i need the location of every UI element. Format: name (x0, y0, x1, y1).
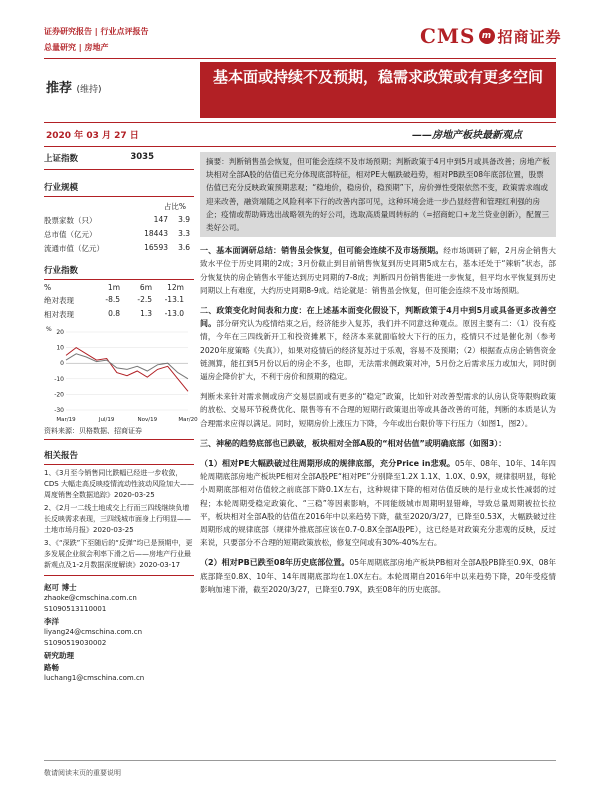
perf-label: 行业指数 (44, 266, 79, 276)
report-type: 证券研究报告 | 行业点评报告 (44, 27, 149, 36)
analyst-email[interactable]: liyang24@cmschina.com.cn (44, 628, 143, 636)
summary-text: 摘要：判断销售虽会恢复，但可能会连续不及市场预期；判断政策于4月中到5月或具备改善；房地产板块相对全部A股的估值已充分体现底部特征，相对PE大幅跌破趋势，相对PB跌至08年底部位置，股票估值已充分反映政策预期悲观；“稳地价，稳房价，稳预期”下，房价弹性受限依然不变，政策需求端或迎来改善，融资端随之风险利率下行的改善内部可见，这种环境会进一步凸显经营和管理红利强的房企；疫情或帮助筛选出战略领先的好公司，选取高质量周转标的（=招商蛇口+龙兰贷业创新），配置三类好公司。 (206, 157, 550, 233)
perf-row-value: 1.3 (140, 309, 152, 318)
perf-row (44, 295, 194, 306)
sidebar-rule (44, 279, 194, 280)
sidebar-rule (44, 464, 194, 465)
analyst-name: 路畅 (44, 663, 59, 672)
related-report-item[interactable]: 1、《3月至今销售同比跌幅已经进一步收敛，CDS 大幅走高反映疫情流动性波动风险加大——周度销售全数据追踪》2020-03-25 (44, 469, 194, 499)
analyst (44, 650, 194, 661)
analyst-name: 赵可 博士 (44, 583, 77, 592)
subtitle-divider (44, 146, 556, 147)
analyst-email[interactable]: luchang1@cmschina.com.cn (44, 674, 145, 682)
industry-row-pct: 3.6 (178, 243, 190, 252)
section-text: 判断未来针对需求侧或房产交易层面或有更多的“稳定”政策，比如针对改善型需求的认房认贷等限购政策的放松、交易环节税费优化、限售等有不合理的短期行政策退出等或具备改善的可能，判断的本质是认为合理需求应得以满足。同时，短期房价上涨压力下降，今年或出台限价等下行压力（如图1，图2）。 (200, 392, 556, 428)
perf-header-row (44, 283, 194, 292)
index-label: 上证指数 (44, 154, 79, 164)
section-text: 部分研究认为疫情结束之后，经济能步入复苏，我们并不同意这种观点。原因主要有二：（1）没有疫情，今年在三四线新开工和投资摊累下，经济本来就面临较大下行的压力，疫情只不过是催化剂（参考2020年度策略《失真》），如果对疫情后的经济复苏过于乐观，容易不及预期；（2）根据查点房企销售资金链测算，能扛到5月份以后的房企不多，也即，无法需求侧政策对冲，5月份之后需求压力或加大，同时倒逼房企降价扩大，不利于房价和预期的稳定。 (200, 319, 557, 382)
title-divider (44, 122, 556, 123)
rating-note: (维持) (76, 85, 102, 95)
body-sections (200, 244, 556, 596)
y-unit-label: % (46, 326, 52, 333)
x-tick-label: Nov/19 (137, 417, 158, 423)
section-title: 二、政策变化时间表和力度：在上述基本面变化假设下，判断政策于4月中到5月或具备更多改善空间。 (200, 306, 556, 329)
y-tick-label: 0 (60, 360, 64, 368)
industry-row-value: 147 (153, 215, 168, 224)
footer-divider (44, 760, 556, 761)
body-section (200, 304, 556, 383)
section-text: 05年周期底部房地产板块PB相对全部A股PB降至0.9X、08年底部降至0.8X、10年、14年周期底部均在1.0X左右。本轮周期自2016年中以来趋势下降，20年受疫情影响加速下滑，截至2020/3/27，已降至0.79X，跌至08年的历史底部。 (200, 558, 556, 594)
related-report-item[interactable]: 2、《2月一二线土地成交上行而三四线继续负增长反映需求表现，三四线城市面身上行明显——土地市场月报》2020-03-25 (44, 504, 191, 534)
sidebar (44, 152, 198, 685)
analyst-list (44, 582, 194, 684)
index-value: 3035 (130, 152, 154, 162)
industry-table (44, 215, 194, 254)
sidebar-rule (44, 575, 194, 576)
share-header: 占比% (163, 202, 186, 211)
y-tick-label: 20 (56, 329, 64, 336)
section-title: （1）相对PE大幅跌破过往周期形成的规律底部，充分Price in悲观。 (200, 459, 456, 469)
x-tick-label: Mar/20 (178, 417, 198, 423)
section-title: 三、神秘的趋势底部也已跌破，板块相对全部A股的“相对估值”或明确底部（如图3）： (200, 438, 507, 448)
y-tick-label: -30 (54, 407, 64, 414)
perf-row-name: 相对表现 (44, 310, 74, 319)
analyst-license-id: S1090519030002 (44, 639, 107, 647)
analyst-license-id: S1090513110001 (44, 605, 107, 613)
logo-cms-text: CMS (420, 24, 476, 48)
y-tick-label: -10 (54, 375, 64, 383)
perf-row-value: -8.5 (105, 295, 120, 304)
industry-row (44, 215, 194, 226)
section-text: 05年、08年、10年、14年四轮周期底部房地产板块PE相对全部A股PE“相对PE”分别降至1.2X 1.1X、1.0X、0.9X，规律很明显，每轮小周期底部相对估值较之前底部下降0.1X左右，这种规律下降的相对估值反映的是行业成长性减弱的过程；本轮周期受稳定政策化、“三稳”等因素影响，不同能级城市周期明显错峰，导致总量周期被拉长拉平，板块相对全部A股的估值在2016年中以来趋势下降，截至2020/3/27，已降至0.53X，大幅跌破过往周期形成的规律底部（规律外推底部应该在0.7-0.8X全部A股PE），这已经是对政策充分悲观的反映，反过来说，只要部分不合理的短期政策放松，修复空间或有30%-40%左右。 (200, 459, 556, 548)
industry-row (44, 243, 194, 254)
sidebar-rule (44, 439, 194, 440)
perf-row (44, 309, 194, 320)
sidebar-rule (44, 196, 194, 197)
perf-header-cell: 1m (107, 283, 120, 292)
perf-header-cell: 12m (167, 283, 184, 292)
analyst-name: 研究助理 (44, 651, 74, 660)
footer-note: 敬请阅读末页的重要说明 (44, 769, 121, 777)
industry-row-name: 总市值（亿元） (44, 230, 97, 239)
related-label: 相关报告 (44, 451, 79, 461)
perf-row-value: -13.1 (164, 295, 184, 304)
y-tick-label: 10 (56, 344, 64, 352)
related-report-item[interactable]: 3、《“深跌”下至随后的“反弹”均已是预期中，更多发展企业叙会利率下滑之后——房地产行业最新观点及1-2月数据深度解读》2020-03-17 (44, 539, 193, 569)
analyst-email[interactable]: zhaoke@cmschina.com.cn (44, 594, 137, 602)
industry-row-value: 18443 (144, 229, 168, 238)
body-section (200, 457, 556, 549)
x-tick-label: Mar/19 (56, 417, 76, 423)
company-logo (420, 24, 562, 48)
analyst-name: 李洋 (44, 617, 59, 626)
logo-cn-text: 招商证券 (497, 27, 562, 46)
industry-label: 行业规模 (44, 183, 79, 193)
analyst (44, 582, 194, 615)
main-column (200, 152, 556, 596)
industry-row-pct: 3.9 (178, 215, 190, 224)
industry-row-pct: 3.3 (178, 229, 190, 238)
sidebar-rule (44, 169, 194, 170)
report-subtitle: ——房地产板块最新观点 (412, 130, 522, 141)
body-section (200, 244, 556, 297)
body-section (200, 437, 556, 450)
perf-row-name: 绝对表现 (44, 296, 74, 305)
chart-source: 资料来源：贝格数据、招商证券 (44, 427, 142, 435)
summary-box (200, 152, 556, 237)
report-title: 基本面或持续不及预期，稳需求政策或有更多空间 (200, 62, 556, 118)
report-category: 总量研究 | 房地产 (44, 43, 109, 52)
report-date: 2020 年 03 月 27 日 (46, 131, 139, 141)
analyst (44, 616, 194, 649)
section-title: （2）相对PB已跌至08年历史底部位置。 (200, 558, 350, 568)
industry-row (44, 229, 194, 240)
perf-row-value: -2.5 (137, 295, 152, 304)
y-tick-label: -20 (54, 391, 64, 399)
related-reports (44, 468, 194, 571)
rating-label: 推荐 (46, 81, 73, 96)
analyst (44, 662, 194, 684)
series-line-2 (66, 354, 188, 379)
industry-row-value: 16593 (144, 243, 168, 252)
logo-mark-icon: m (479, 28, 495, 44)
industry-row-name: 股票家数（只） (44, 216, 97, 225)
perf-row-value: -13.0 (164, 309, 184, 318)
perf-header-cell: 6m (139, 283, 152, 292)
section-text: 经市场调研了解，2月房企销售大致水平位于历史同期的2成；3月份截止到目前销售恢复到历史同期5成左右，基本还处于“辣斩”状态，部分恢复快的房企销售水平能达到历史同期的7-8成；判断四月份销售能进一步恢复，但平均水平恢复到历史同期以上有难度，大约历史同期8-9成。结论就是：销售虽会恢复，但可能会连续不及市场预期。 (200, 246, 556, 295)
rating (46, 77, 102, 96)
body-section (200, 556, 556, 596)
perf-table (44, 283, 194, 320)
industry-row-name: 流通市值（亿元） (44, 244, 104, 253)
perf-header-cell: % (44, 283, 52, 292)
perf-row-value: 0.8 (108, 309, 120, 318)
body-section (200, 390, 556, 430)
x-tick-label: Jul/19 (98, 417, 115, 423)
section-title: 一、基本面调研总结：销售虽会恢复，但可能会连续不及市场预期。 (200, 246, 444, 256)
header-divider (44, 58, 556, 59)
index-line-chart (44, 324, 198, 424)
